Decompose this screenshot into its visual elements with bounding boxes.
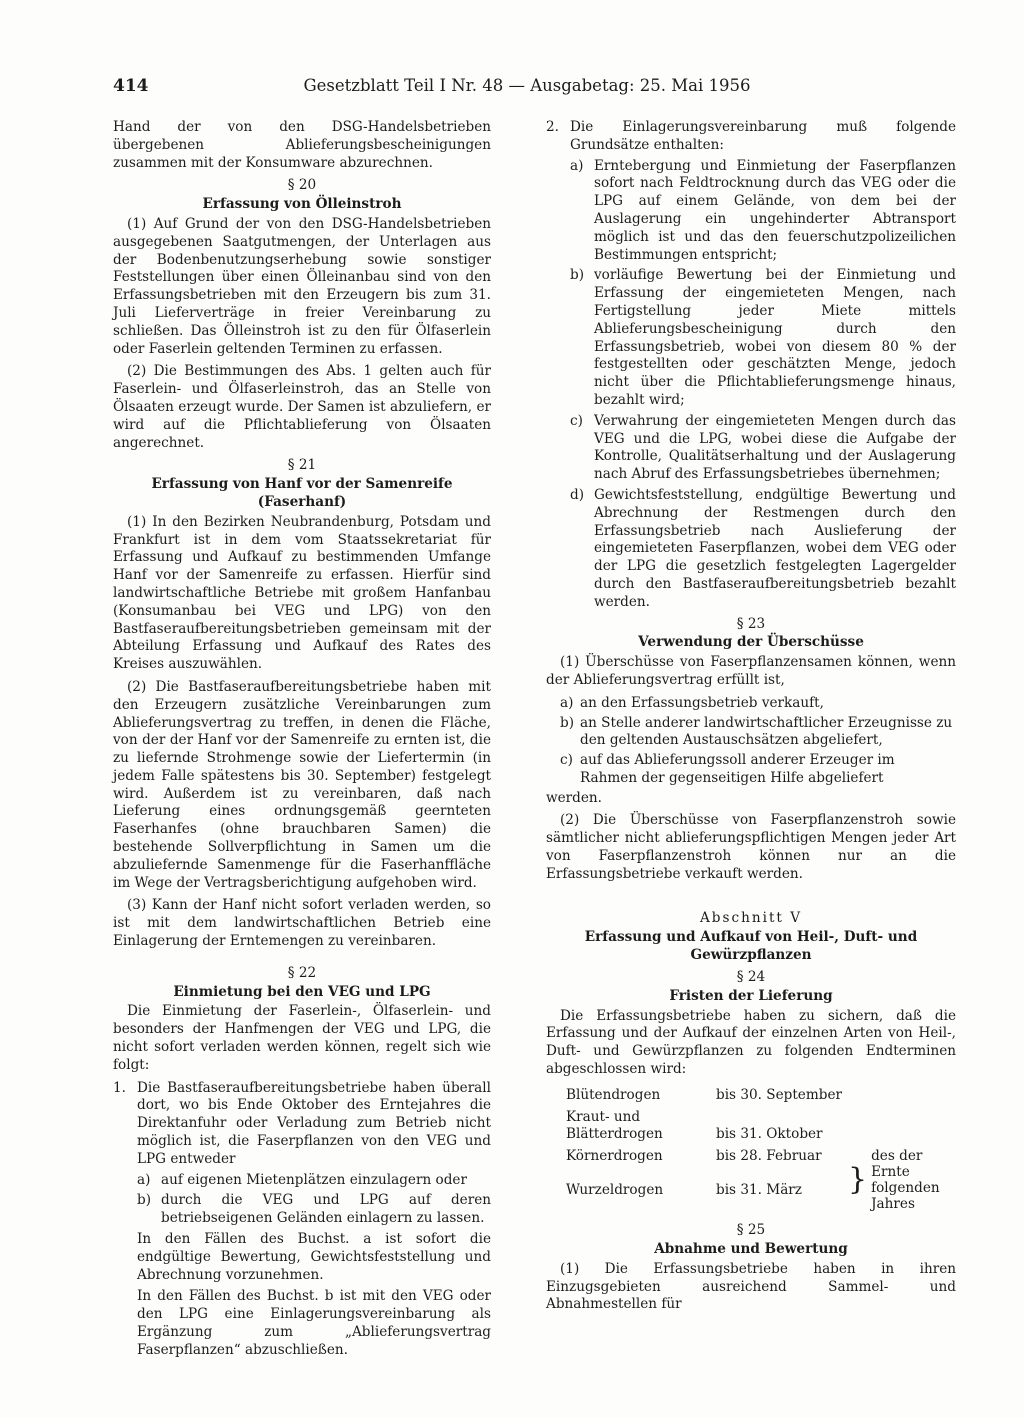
list-text: an Stelle anderer landwirtschaftlicher Erzeugnisse zu den geltenden Austauschsätzen abgeliefert,	[580, 714, 953, 749]
paragraph: (1) Überschüsse von Faserpflanzensamen können, wenn der Ablieferungsvertrag erfüllt ist,	[546, 654, 956, 688]
section-heading: Abnahme und Bewertung	[654, 1241, 848, 1258]
deadline-table	[566, 1085, 951, 1214]
chapter-heading: Abschnitt V	[699, 909, 803, 926]
list-item	[570, 158, 956, 265]
paragraph: (2) Die Überschüsse von Faserpflanzenstroh sowie sämtlicher nicht ablieferungspflichtigen Mengen jeder Art von Faserpflanzenstroh können nur an die Erfassungsbetriebe verkauft werden.	[546, 812, 956, 882]
header-title: Gesetzblatt Teil I Nr. 48 — Ausgabetag: 25. Mai 1956	[303, 76, 751, 95]
list-text: Erntebergung und Einmietung der Faserpflanzen sofort nach Feldtrocknung durch das VEG oder die LPG auf einem Gelände, von dem bei der Auslagerung ein ungehinderter Abtransport möglich ist und das den feuerschutzpolizeilichen Bestimmungen entspricht;	[594, 157, 956, 263]
list-label: a)	[137, 1171, 151, 1188]
deadline-note: des der Ernte folgenden Jahres	[871, 1148, 940, 1213]
list-item	[113, 1080, 491, 1169]
list-label: c)	[560, 752, 573, 769]
list-label: b)	[560, 714, 575, 731]
list-text: an den Erfassungsbetrieb verkauft,	[580, 694, 824, 711]
list-item	[570, 487, 956, 612]
paragraph: In den Fällen des Buchst. b ist mit den VEG oder den LPG eine Einlagerungsvereinbarung als Ergänzung zum „Ablieferungsvertrag Faserpflanzen“ abzuschließen.	[137, 1288, 491, 1358]
brace: }	[848, 1162, 868, 1198]
list-label: d)	[570, 486, 585, 503]
table-cell: Wurzeldrogen	[566, 1182, 664, 1199]
section-heading: Erfassung von Ölleinstroh	[202, 196, 402, 213]
page-number: 414	[113, 76, 149, 96]
paragraph: Hand der von den DSG-Handelsbetrieben übergebenen Ablieferungsbescheinigungen zusammen mit der Konsumware abzurechnen.	[113, 119, 491, 171]
list-label: b)	[137, 1192, 152, 1209]
table-row	[566, 1146, 951, 1180]
list-label: 2.	[546, 119, 559, 135]
list-label: a)	[570, 157, 584, 174]
section-number: § 23	[736, 615, 766, 632]
paragraph: (3) Kann der Hanf nicht sofort verladen werden, so ist mit dem landwirtschaftlichen Betrieb eine Einlagerung der Erntemengen zu vereinbaren.	[113, 897, 491, 950]
paragraph: In den Fällen des Buchst. a ist sofort die endgültige Bewertung, Gewichtsfeststellung und Abrechnung vorzunehmen.	[137, 1231, 491, 1283]
section-heading: Erfassung von Hanf vor der Samenreife (Faserhanf)	[151, 476, 453, 510]
section-heading: Verwendung der Überschüsse	[638, 634, 864, 651]
list-text: auf eigenen Mietenplätzen einzulagern oder	[161, 1171, 467, 1188]
list-item	[560, 695, 956, 713]
section-number: § 20	[287, 177, 317, 194]
paragraph: (1) Die Erfassungsbetriebe haben in ihren Einzugsgebieten ausreichend Sammel- und Abnahmestellen für	[546, 1260, 956, 1313]
list-label: b)	[570, 267, 585, 284]
paragraph: werden.	[546, 789, 603, 806]
list-label: c)	[570, 412, 583, 429]
section-number: § 22	[287, 964, 317, 981]
paragraph: Die Einmietung der Faserlein-, Ölfaserlein- und besonders der Hanfmengen der VEG und LPG, die nicht sofort verladen werden können, regelt sich wie folgt:	[113, 1003, 491, 1073]
table-cell: bis 31. März	[716, 1182, 802, 1199]
paragraph: Die Erfassungsbetriebe haben zu sichern, daß die Erfassung und der Aufkauf der einzelnen Arten von Heil-, Duft- und Gewürzpflanzen zu folgenden Endterminen abgeschlossen wird:	[546, 1007, 956, 1078]
section-number: § 24	[736, 969, 766, 986]
list-text: Die Bastfaseraufbereitungsbetriebe haben überall dort, wo bis Ende Oktober des Erntejahres die Direktanfuhr oder Verladung zum Betrieb nicht möglich ist, die Faserpflanzen von den VEG und LPG entweder	[137, 1079, 491, 1167]
list-text: Verwahrung der eingemieteten Mengen durch das VEG und die LPG, wobei diese die Aufgabe der Kontrolle, Qualitätserhaltung und der Auslagerung nach Abruf des Erfassungsbetriebes übernehmen;	[594, 412, 956, 483]
section-number: § 21	[287, 457, 317, 474]
table-cell: Körnerdrogen	[566, 1148, 663, 1165]
table-cell: Kraut- und Blätterdrogen	[566, 1108, 663, 1143]
table-cell: Blütendrogen	[566, 1086, 661, 1103]
section-heading: Fristen der Lieferung	[669, 987, 833, 1004]
list-text: Die Einlagerungsvereinbarung muß folgende Grundsätze enthalten:	[570, 119, 956, 153]
list-text: durch die VEG und LPG auf deren betriebseigenen Geländen einlagern zu lassen.	[161, 1192, 491, 1227]
list-item	[570, 413, 956, 484]
section-number: § 25	[736, 1222, 766, 1239]
list-text: Gewichtsfeststellung, endgültige Bewertung und Abrechnung der Restmengen durch den Erfassungsbetrieb nach Auslieferung der eingemieteten Faserpflanzen, wobei dem VEG oder der LPG die gesetzlich festgelegten Lagergelder durch den Bastfaseraufbereitungsbetrieb bezahlt werden.	[594, 486, 956, 610]
table-cell: bis 31. Oktober	[716, 1126, 823, 1143]
list-item	[546, 119, 956, 155]
list-item	[560, 715, 956, 751]
table-cell: bis 28. Februar	[716, 1148, 822, 1165]
section-heading: Einmietung bei den VEG und LPG	[173, 983, 431, 1000]
right-column	[546, 119, 956, 1319]
chapter-title: Erfassung und Aufkauf von Heil-, Duft- und Gewürzpflanzen	[584, 929, 918, 964]
list-label: 1.	[113, 1079, 126, 1096]
list-item	[560, 752, 956, 788]
list-label: a)	[560, 694, 574, 711]
list-item	[570, 267, 956, 409]
paragraph: (1) In den Bezirken Neubrandenburg, Potsdam und Frankfurt ist in dem vom Staatssekretariat für Erfassung und Aufkauf zu bestimmenden Umfange Hanf vor der Samenreife zu erfassen. Hierfür sind landwirtschaftliche Betriebe mit großem Hanfanbau (Konsumanbau bei VEG und LPG) von den Bastfaseraufbereitungsbetrieben gemeinsam mit der Abteilung Erfassung und Aufkauf des Rates des Kreises auszuwählen.	[113, 513, 491, 673]
paragraph: (1) Auf Grund der von den DSG-Handelsbetrieben ausgegebenen Saatgutmengen, der Unterlagen aus der Bodenbenutzungserhebung sowie sonstiger Feststellungen über einen Ölleinanbau sind von den Erfassungsbetrieben mit den Erzeugern bis zum 31. Juli Lieferverträge in freier Vereinbarung zu schließen. Das Ölleinstroh ist zu den für Ölfaserlein oder Faserlein geltenden Terminen zu erfassen.	[113, 215, 491, 357]
table-row	[566, 1085, 951, 1107]
list-text: auf das Ablieferungssoll anderer Erzeuger im Rahmen der gegenseitigen Hilfe abgeliefert	[580, 752, 895, 786]
table-cell: bis 30. September	[716, 1086, 842, 1103]
list-item	[137, 1192, 491, 1228]
list-item	[137, 1172, 491, 1190]
paragraph: (2) Die Bastfaseraufbereitungsbetriebe haben mit den Erzeugern zusätzliche Vereinbarungen zum Ablieferungsvertrag zu treffen, in denen die Fläche, von der der Hanf vor der Samenreife zu ernten ist, die zu liefernde Strohmenge sowie der Liefertermin (in jedem Falle spätestens bis 30. September) festgelegt wird. Außerdem ist zu vereinbaren, daß nach Lieferung eines ordnungsgemäß geernteten Faserhanfes (ohne brauchbaren Samen) die bestehende Sollverpflichtung in Samen um die abzuliefernde Samenmenge für die Faserhanffläche im Wege der Vertragsberichtigung aufgehoben wird.	[113, 678, 491, 891]
list-text: vorläufige Bewertung bei der Einmietung und Erfassung der eingemieteten Mengen, nach Fertigstellung jeder Miete mittels Ablieferungsbescheinigung durch den Erfassungsbetrieb, wobei von diesem 80 % der festgestellten oder geschätzten Menge, jedoch nicht über die Pflichtablieferungsmenge hinaus, bezahlt wird;	[594, 267, 956, 408]
table-row	[566, 1107, 951, 1147]
paragraph: (2) Die Bestimmungen des Abs. 1 gelten auch für Faserlein- und Ölfaserleinstroh, das an Stelle von Ölsaaten erzeugt wurde. Der Samen ist abzuliefern, er wird auf die Pflichtablieferung von Ölsaaten angerechnet.	[113, 363, 491, 451]
left-column	[113, 119, 491, 1364]
